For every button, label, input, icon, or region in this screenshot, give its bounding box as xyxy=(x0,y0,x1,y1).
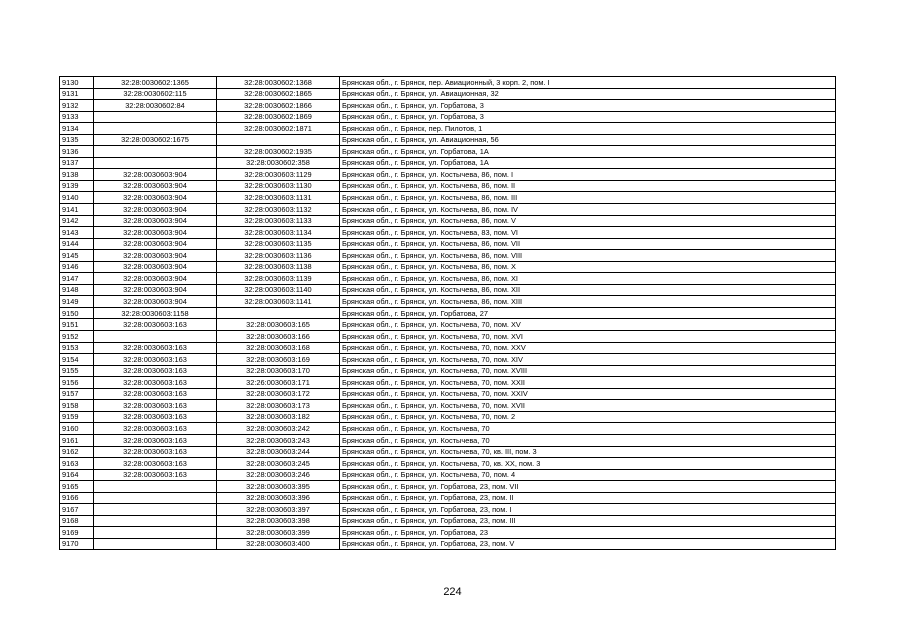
table-row xyxy=(60,377,836,389)
cadastral-number-cell: 32:28:0030603:166 xyxy=(217,331,340,343)
cadastral-number-cell: 32:28:0030603:243 xyxy=(217,434,340,446)
cadastral-number-cell: 32:28:0030602:1869 xyxy=(217,111,340,123)
cadastral-number-cell: 32:28:0030603:1135 xyxy=(217,238,340,250)
parent-cadastral-number-cell xyxy=(94,481,217,493)
row-number-cell: 9153 xyxy=(60,342,94,354)
table-row xyxy=(60,434,836,446)
row-number-cell: 9143 xyxy=(60,227,94,239)
cadastral-number-cell: 32:28:0030603:1133 xyxy=(217,215,340,227)
row-number-cell: 9134 xyxy=(60,123,94,135)
parent-cadastral-number-cell: 32:28:0030603:1158 xyxy=(94,307,217,319)
row-number-cell: 9160 xyxy=(60,423,94,435)
table-row xyxy=(60,307,836,319)
row-number-cell: 9167 xyxy=(60,504,94,516)
parent-cadastral-number-cell: 32:28:0030603:163 xyxy=(94,377,217,389)
address-cell: Брянская обл., г. Брянск, ул. Костычева, 86, пом. X xyxy=(340,261,836,273)
parent-cadastral-number-cell: 32:28:0030602:84 xyxy=(94,100,217,112)
address-cell: Брянская обл., г. Брянск, ул. Костычева, 70 xyxy=(340,434,836,446)
row-number-cell: 9157 xyxy=(60,388,94,400)
parent-cadastral-number-cell: 32:28:0030602:1365 xyxy=(94,77,217,89)
parent-cadastral-number-cell xyxy=(94,504,217,516)
address-cell: Брянская обл., г. Брянск, ул. Костычева, 70, пом. XVII xyxy=(340,400,836,412)
address-cell: Брянская обл., г. Брянск, ул. Костычева, 86, пом. I xyxy=(340,169,836,181)
address-cell: Брянская обл., г. Брянск, ул. Авиационная, 56 xyxy=(340,134,836,146)
row-number-cell: 9161 xyxy=(60,434,94,446)
cadastral-number-cell: 32:28:0030603:168 xyxy=(217,342,340,354)
parent-cadastral-number-cell: 32:28:0030602:115 xyxy=(94,88,217,100)
cadastral-number-cell: 32:28:0030603:1138 xyxy=(217,261,340,273)
row-number-cell: 9164 xyxy=(60,469,94,481)
table-row xyxy=(60,342,836,354)
cadastral-number-cell: 32:26:0030603:171 xyxy=(217,377,340,389)
address-cell: Брянская обл., г. Брянск, ул. Костычева, 70, кв. XX, пом. 3 xyxy=(340,458,836,470)
cadastral-number-cell: 32:28:0030603:1134 xyxy=(217,227,340,239)
row-number-cell: 9131 xyxy=(60,88,94,100)
row-number-cell: 9159 xyxy=(60,411,94,423)
address-cell: Брянская обл., г. Брянск, ул. Костычева, 83, пом. VI xyxy=(340,227,836,239)
address-cell: Брянская обл., г. Брянск, ул. Авиационная, 32 xyxy=(340,88,836,100)
address-cell: Брянская обл., г. Брянск, ул. Костычева, 86, пом. VIII xyxy=(340,250,836,262)
parent-cadastral-number-cell: 32:28:0030603:163 xyxy=(94,458,217,470)
cadastral-number-cell: 32:28:0030603:397 xyxy=(217,504,340,516)
row-number-cell: 9136 xyxy=(60,146,94,158)
parent-cadastral-number-cell: 32:28:0030603:163 xyxy=(94,354,217,366)
row-number-cell: 9138 xyxy=(60,169,94,181)
row-number-cell: 9142 xyxy=(60,215,94,227)
row-number-cell: 9165 xyxy=(60,481,94,493)
table-row xyxy=(60,400,836,412)
row-number-cell: 9137 xyxy=(60,157,94,169)
row-number-cell: 9146 xyxy=(60,261,94,273)
parent-cadastral-number-cell xyxy=(94,538,217,550)
row-number-cell: 9130 xyxy=(60,77,94,89)
row-number-cell: 9166 xyxy=(60,492,94,504)
address-cell: Брянская обл., г. Брянск, ул. Горбатова, 3 xyxy=(340,111,836,123)
parent-cadastral-number-cell: 32:28:0030603:904 xyxy=(94,273,217,285)
table-row xyxy=(60,204,836,216)
row-number-cell: 9133 xyxy=(60,111,94,123)
parent-cadastral-number-cell xyxy=(94,157,217,169)
cadastral-number-cell: 32:28:0030603:396 xyxy=(217,492,340,504)
row-number-cell: 9145 xyxy=(60,250,94,262)
cadastral-number-cell: 32:28:0030603:395 xyxy=(217,481,340,493)
cadastral-number-cell: 32:28:0030603:400 xyxy=(217,538,340,550)
address-cell: Брянская обл., г. Брянск, ул. Горбатова, 23, пом. I xyxy=(340,504,836,516)
parent-cadastral-number-cell: 32:28:0030603:904 xyxy=(94,192,217,204)
address-cell: Брянская обл., г. Брянск, ул. Горбатова, 23, пом. VII xyxy=(340,481,836,493)
cadastral-number-cell: 32:28:0030602:358 xyxy=(217,157,340,169)
table-row xyxy=(60,169,836,181)
row-number-cell: 9168 xyxy=(60,515,94,527)
parent-cadastral-number-cell: 32:28:0030603:163 xyxy=(94,434,217,446)
cadastral-number-cell xyxy=(217,307,340,319)
cadastral-number-cell: 32:28:0030602:1865 xyxy=(217,88,340,100)
address-cell: Брянская обл., г. Брянск, ул. Костычева, 70, пом. XXV xyxy=(340,342,836,354)
parent-cadastral-number-cell xyxy=(94,111,217,123)
address-cell: Брянская обл., г. Брянск, ул. Костычева, 70, пом. 4 xyxy=(340,469,836,481)
address-cell: Брянская обл., г. Брянск, ул. Костычева, 86, пом. XII xyxy=(340,284,836,296)
table-row xyxy=(60,215,836,227)
parent-cadastral-number-cell: 32:28:0030603:904 xyxy=(94,238,217,250)
cadastral-number-cell: 32:28:0030603:182 xyxy=(217,411,340,423)
parent-cadastral-number-cell: 32:28:0030603:163 xyxy=(94,446,217,458)
cadastral-number-cell: 32:28:0030603:1132 xyxy=(217,204,340,216)
table-row xyxy=(60,504,836,516)
address-cell: Брянская обл., г. Брянск, ул. Горбатова, 27 xyxy=(340,307,836,319)
row-number-cell: 9149 xyxy=(60,296,94,308)
row-number-cell: 9163 xyxy=(60,458,94,470)
page-number: 224 xyxy=(443,586,462,598)
row-number-cell: 9155 xyxy=(60,365,94,377)
parent-cadastral-number-cell: 32:28:0030603:163 xyxy=(94,423,217,435)
parent-cadastral-number-cell: 32:28:0030603:904 xyxy=(94,204,217,216)
parent-cadastral-number-cell: 32:28:0030603:904 xyxy=(94,227,217,239)
address-cell: Брянская обл., г. Брянск, ул. Костычева, 70, пом. XXII xyxy=(340,377,836,389)
parent-cadastral-number-cell: 32:28:0030603:163 xyxy=(94,342,217,354)
row-number-cell: 9140 xyxy=(60,192,94,204)
cadastral-number-cell: 32:28:0030603:244 xyxy=(217,446,340,458)
parent-cadastral-number-cell xyxy=(94,331,217,343)
address-cell: Брянская обл., г. Брянск, ул. Костычева, 70, пом. XVI xyxy=(340,331,836,343)
cadastral-number-cell: 32:28:0030602:1871 xyxy=(217,123,340,135)
parent-cadastral-number-cell: 32:28:0030603:904 xyxy=(94,261,217,273)
table-row xyxy=(60,261,836,273)
table-row xyxy=(60,446,836,458)
cadastral-number-cell: 32:28:0030603:399 xyxy=(217,527,340,539)
parent-cadastral-number-cell xyxy=(94,515,217,527)
address-cell: Брянская обл., г. Брянск, ул. Горбатова, 23, пом. V xyxy=(340,538,836,550)
table-row xyxy=(60,284,836,296)
table-row xyxy=(60,227,836,239)
table-row xyxy=(60,146,836,158)
parent-cadastral-number-cell: 32:28:0030603:904 xyxy=(94,180,217,192)
address-cell: Брянская обл., г. Брянск, ул. Костычева, 86, пом. IV xyxy=(340,204,836,216)
table-row xyxy=(60,273,836,285)
address-cell: Брянская обл., г. Брянск, ул. Костычева, 70, пом. XIV xyxy=(340,354,836,366)
cadastral-number-cell: 32:28:0030603:1139 xyxy=(217,273,340,285)
table-row xyxy=(60,319,836,331)
row-number-cell: 9139 xyxy=(60,180,94,192)
table-row xyxy=(60,515,836,527)
address-cell: Брянская обл., г. Брянск, ул. Костычева, 70, пом. XV xyxy=(340,319,836,331)
row-number-cell: 9162 xyxy=(60,446,94,458)
table-row xyxy=(60,238,836,250)
cadastral-number-cell: 32:28:0030603:1129 xyxy=(217,169,340,181)
table-row xyxy=(60,123,836,135)
cadastral-number-cell xyxy=(217,134,340,146)
cadastral-number-cell: 32:28:0030602:1866 xyxy=(217,100,340,112)
cadastral-number-cell: 32:28:0030603:245 xyxy=(217,458,340,470)
cadastral-number-cell: 32:28:0030603:1131 xyxy=(217,192,340,204)
parent-cadastral-number-cell: 32:28:0030603:163 xyxy=(94,411,217,423)
row-number-cell: 9135 xyxy=(60,134,94,146)
address-cell: Брянская обл., г. Брянск, ул. Горбатова, 1А xyxy=(340,146,836,158)
cadastral-number-cell: 32:28:0030602:1935 xyxy=(217,146,340,158)
table-row xyxy=(60,527,836,539)
row-number-cell: 9156 xyxy=(60,377,94,389)
parent-cadastral-number-cell: 32:28:0030603:163 xyxy=(94,469,217,481)
parent-cadastral-number-cell xyxy=(94,146,217,158)
row-number-cell: 9141 xyxy=(60,204,94,216)
parent-cadastral-number-cell: 32:28:0030603:904 xyxy=(94,169,217,181)
cadastral-number-cell: 32:28:0030603:398 xyxy=(217,515,340,527)
row-number-cell: 9147 xyxy=(60,273,94,285)
parent-cadastral-number-cell: 32:28:0030603:904 xyxy=(94,296,217,308)
parent-cadastral-number-cell: 32:28:0030603:163 xyxy=(94,319,217,331)
table-row xyxy=(60,458,836,470)
table-row xyxy=(60,365,836,377)
parent-cadastral-number-cell: 32:28:0030603:904 xyxy=(94,250,217,262)
parent-cadastral-number-cell: 32:28:0030603:163 xyxy=(94,400,217,412)
parent-cadastral-number-cell: 32:28:0030603:904 xyxy=(94,284,217,296)
table-row xyxy=(60,77,836,89)
address-cell: Брянская обл., г. Брянск, ул. Костычева, 70, пом. XXIV xyxy=(340,388,836,400)
row-number-cell: 9152 xyxy=(60,331,94,343)
address-cell: Брянская обл., г. Брянск, пер. Авиационный, 3 корп. 2, пом. I xyxy=(340,77,836,89)
cadastral-number-cell: 32:28:0030603:1141 xyxy=(217,296,340,308)
address-cell: Брянская обл., г. Брянск, ул. Костычева, 86, пом. XIII xyxy=(340,296,836,308)
address-cell: Брянская обл., г. Брянск, ул. Костычева, 86, пом. VII xyxy=(340,238,836,250)
row-number-cell: 9169 xyxy=(60,527,94,539)
cadastral-number-cell: 32:28:0030603:1136 xyxy=(217,250,340,262)
cadastral-number-cell: 32:28:0030603:1140 xyxy=(217,284,340,296)
row-number-cell: 9170 xyxy=(60,538,94,550)
table-row xyxy=(60,296,836,308)
table-row xyxy=(60,481,836,493)
address-cell: Брянская обл., г. Брянск, ул. Костычева, 86, пом. II xyxy=(340,180,836,192)
parent-cadastral-number-cell: 32:28:0030603:163 xyxy=(94,365,217,377)
table-row xyxy=(60,538,836,550)
cadastral-number-cell: 32:28:0030603:246 xyxy=(217,469,340,481)
parent-cadastral-number-cell: 32:28:0030603:904 xyxy=(94,215,217,227)
table-row xyxy=(60,411,836,423)
registry-table xyxy=(59,76,836,550)
parent-cadastral-number-cell: 32:28:0030603:163 xyxy=(94,388,217,400)
address-cell: Брянская обл., г. Брянск, ул. Костычева, 70, пом. XVIII xyxy=(340,365,836,377)
address-cell: Брянская обл., г. Брянск, ул. Костычева, 70, пом. 2 xyxy=(340,411,836,423)
address-cell: Брянская обл., г. Брянск, ул. Горбатова, 23, пом. III xyxy=(340,515,836,527)
table-row xyxy=(60,192,836,204)
table-row xyxy=(60,180,836,192)
row-number-cell: 9144 xyxy=(60,238,94,250)
table-row xyxy=(60,88,836,100)
address-cell: Брянская обл., г. Брянск, ул. Костычева, 70, кв. III, пом. 3 xyxy=(340,446,836,458)
table-row xyxy=(60,134,836,146)
table-row xyxy=(60,100,836,112)
row-number-cell: 9150 xyxy=(60,307,94,319)
parent-cadastral-number-cell: 32:28:0030602:1675 xyxy=(94,134,217,146)
address-cell: Брянская обл., г. Брянск, ул. Горбатова, 23 xyxy=(340,527,836,539)
row-number-cell: 9154 xyxy=(60,354,94,366)
address-cell: Брянская обл., г. Брянск, ул. Костычева, 86, пом. V xyxy=(340,215,836,227)
address-cell: Брянская обл., г. Брянск, ул. Костычева, 70 xyxy=(340,423,836,435)
table-row xyxy=(60,423,836,435)
cadastral-number-cell: 32:28:0030603:242 xyxy=(217,423,340,435)
address-cell: Брянская обл., г. Брянск, ул. Горбатова, 23, пом. II xyxy=(340,492,836,504)
row-number-cell: 9132 xyxy=(60,100,94,112)
address-cell: Брянская обл., г. Брянск, ул. Горбатова, 3 xyxy=(340,100,836,112)
table-row xyxy=(60,157,836,169)
address-cell: Брянская обл., г. Брянск, ул. Костычева, 86, пом. XI xyxy=(340,273,836,285)
cadastral-number-cell: 32:28:0030603:172 xyxy=(217,388,340,400)
cadastral-number-cell: 32:28:0030603:169 xyxy=(217,354,340,366)
row-number-cell: 9151 xyxy=(60,319,94,331)
cadastral-number-cell: 32:28:0030603:165 xyxy=(217,319,340,331)
cadastral-number-cell: 32:28:0030603:170 xyxy=(217,365,340,377)
address-cell: Брянская обл., г. Брянск, ул. Горбатова, 1А xyxy=(340,157,836,169)
table-row xyxy=(60,388,836,400)
cadastral-number-cell: 32:28:0030603:173 xyxy=(217,400,340,412)
table-row xyxy=(60,331,836,343)
table-row xyxy=(60,354,836,366)
parent-cadastral-number-cell xyxy=(94,492,217,504)
table-row xyxy=(60,492,836,504)
cadastral-number-cell: 32:28:0030603:1130 xyxy=(217,180,340,192)
cadastral-number-cell: 32:28:0030602:1368 xyxy=(217,77,340,89)
registry-table-body xyxy=(60,77,836,550)
table-row xyxy=(60,111,836,123)
table-row xyxy=(60,469,836,481)
parent-cadastral-number-cell xyxy=(94,527,217,539)
row-number-cell: 9158 xyxy=(60,400,94,412)
row-number-cell: 9148 xyxy=(60,284,94,296)
parent-cadastral-number-cell xyxy=(94,123,217,135)
address-cell: Брянская обл., г. Брянск, пер. Пилотов, 1 xyxy=(340,123,836,135)
table-row xyxy=(60,250,836,262)
address-cell: Брянская обл., г. Брянск, ул. Костычева, 86, пом. III xyxy=(340,192,836,204)
